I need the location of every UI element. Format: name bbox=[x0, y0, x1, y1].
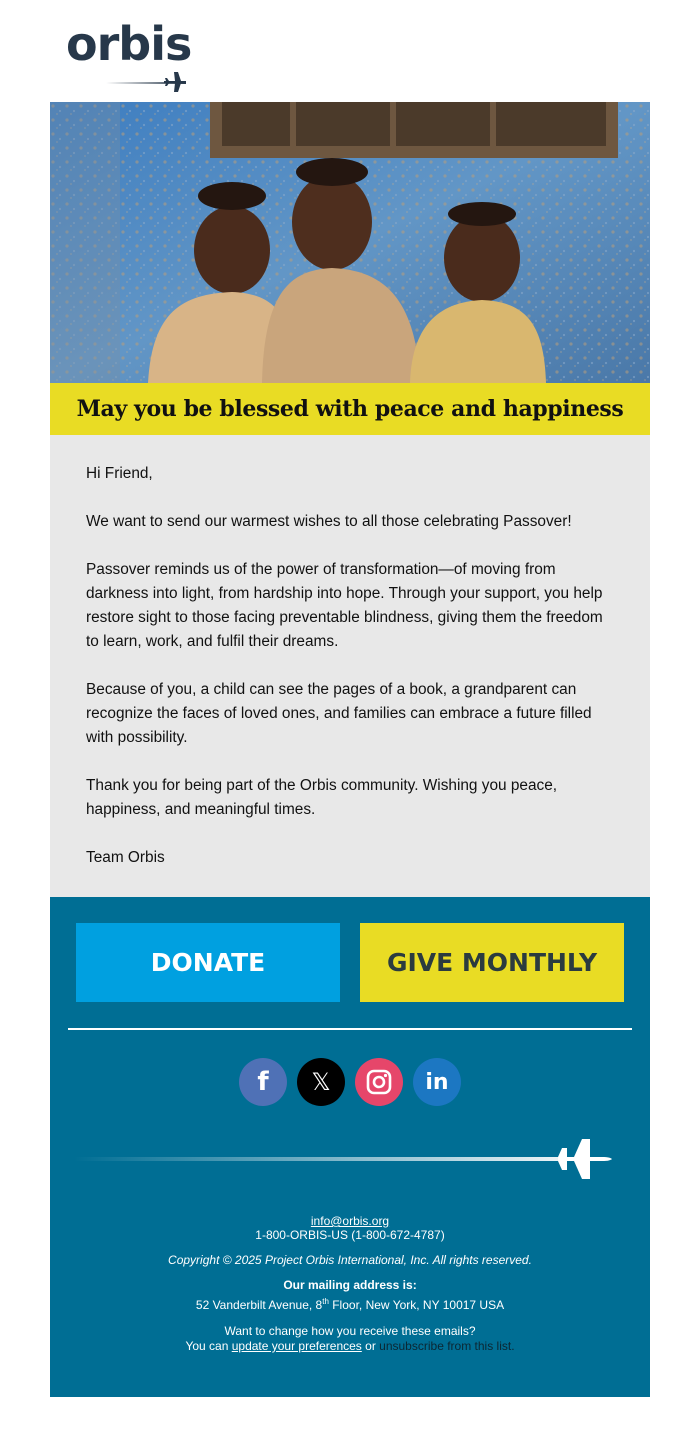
signoff: Team Orbis bbox=[86, 849, 165, 866]
you-can-text: You can bbox=[185, 1339, 232, 1353]
linkedin-link[interactable] bbox=[413, 1058, 461, 1106]
greeting: Hi Friend, bbox=[86, 465, 153, 482]
contact-email-row bbox=[50, 1214, 650, 1229]
orbis-logo[interactable] bbox=[66, 17, 198, 96]
change-prompt: Want to change how you receive these emails? bbox=[224, 1324, 476, 1338]
banner-headline: May you be blessed with peace and happiness bbox=[76, 396, 624, 422]
x-icon: 𝕏 bbox=[311, 1068, 331, 1096]
instagram-link[interactable] bbox=[355, 1058, 403, 1106]
footer bbox=[50, 897, 650, 1397]
give-monthly-button[interactable]: GIVE MONTHLY bbox=[360, 923, 624, 1002]
copyright: Copyright © 2025 Project Orbis International, Inc. All rights reserved. bbox=[168, 1253, 532, 1267]
preferences-row bbox=[50, 1339, 650, 1354]
hero-image bbox=[50, 102, 650, 383]
mailing-address-heading: Our mailing address is: bbox=[283, 1278, 417, 1292]
instagram-icon bbox=[365, 1068, 393, 1096]
email-link[interactable]: info@orbis.org bbox=[310, 1214, 390, 1228]
paragraph-wishes: We want to send our warmest wishes to all those celebrating Passover! bbox=[86, 513, 572, 530]
address-sup: th bbox=[322, 1297, 329, 1306]
paragraph-transformation: Passover reminds us of the power of transformation—of moving from darkness into light, from hardship into hope. Through your support, you help restore sight to those facing preventable blindness, giving them the freedom to learn, work, and fulfil their dreams. bbox=[86, 561, 603, 650]
logo-trail bbox=[106, 82, 186, 84]
letter-body bbox=[50, 435, 650, 897]
logo-wordmark: orbis bbox=[66, 17, 192, 71]
airplane-trail-icon bbox=[74, 1135, 614, 1183]
phone-number: 1-800-ORBIS-US (1-800-672-4787) bbox=[255, 1228, 445, 1242]
unsubscribe-link[interactable]: unsubscribe from this list. bbox=[379, 1339, 515, 1353]
footer-divider bbox=[68, 1028, 632, 1030]
mailing-address bbox=[50, 1298, 650, 1313]
children-photo bbox=[50, 102, 650, 383]
paragraph-thanks: Thank you for being part of the Orbis community. Wishing you peace, happiness, and meaningful times. bbox=[86, 777, 558, 818]
facebook-link[interactable] bbox=[239, 1058, 287, 1106]
update-preferences-link[interactable]: update your preferences bbox=[231, 1339, 362, 1353]
or-text: or bbox=[361, 1339, 380, 1353]
address-part: 52 Vanderbilt Avenue, 8 bbox=[195, 1298, 323, 1312]
paragraph-impact: Because of you, a child can see the pages of a book, a grandparent can recognize the faces of loved ones, and families can embrace a future filled with possibility. bbox=[86, 681, 592, 746]
facebook-icon: f bbox=[257, 1067, 269, 1097]
donate-button[interactable]: DONATE bbox=[76, 923, 340, 1002]
linkedin-icon: in bbox=[425, 1069, 449, 1095]
x-link[interactable] bbox=[297, 1058, 345, 1106]
hero-banner bbox=[50, 383, 650, 435]
address-part-end: Floor, New York, NY 10017 USA bbox=[328, 1298, 505, 1312]
